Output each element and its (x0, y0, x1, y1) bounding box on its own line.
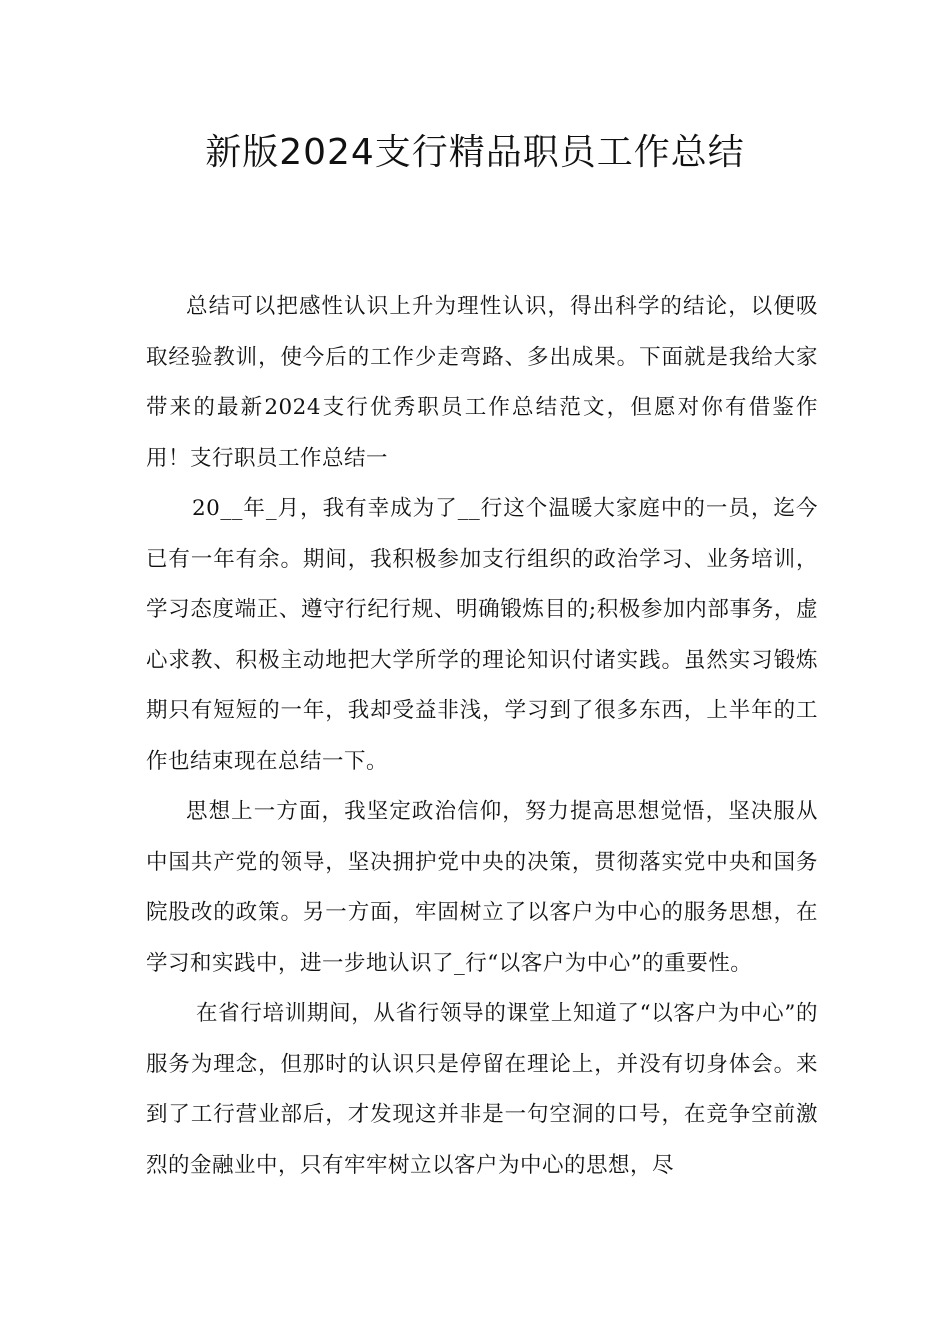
paragraph-experience: 20__年_月，我有幸成为了__行这个温暖大家庭中的一员，迄今已有一年有余。期间，我积极参加支行组织的政治学习、业务培训，学习态度端正、遵守行纪行规、明确锻炼目的;积极参加内部事务，虚心求教、积极主动地把大学所学的理论知识付诸实践。虽然实习锻炼期只有短短的一年，我却受益非浅，学习到了很多东西，上半年的工作也结束现在总结一下。 (146, 496, 818, 774)
document-title: 新版2024支行精品职员工作总结 (205, 132, 745, 173)
paragraph-ideology: 思想上一方面，我坚定政治信仰，努力提高思想觉悟，坚决服从中国共产党的领导，坚决拥护党中央的决策，贯彻落实党中央和国务院股改的政策。另一方面，牢固树立了以客户为中心的服务思想，在学习和实践中，进一步地认识了_行“以客户为中心”的重要性。 (146, 799, 818, 976)
document-body (146, 282, 818, 1191)
paragraph-intro: 总结可以把感性认识上升为理性认识，得出科学的结论，以便吸取经验教训，使今后的工作少走弯路、多出成果。下面就是我给大家带来的最新2024支行优秀职员工作总结范文，但愿对你有借鉴作用！支行职员工作总结一 (146, 294, 818, 471)
paragraph-training: 在省行培训期间，从省行领导的课堂上知道了“以客户为中心”的服务为理念，但那时的认识只是停留在理论上，并没有切身体会。来到了工行营业部后，才发现这并非是一句空洞的口号，在竞争空前激烈的金融业中，只有牢牢树立以客户为中心的思想，尽 (146, 1001, 818, 1178)
